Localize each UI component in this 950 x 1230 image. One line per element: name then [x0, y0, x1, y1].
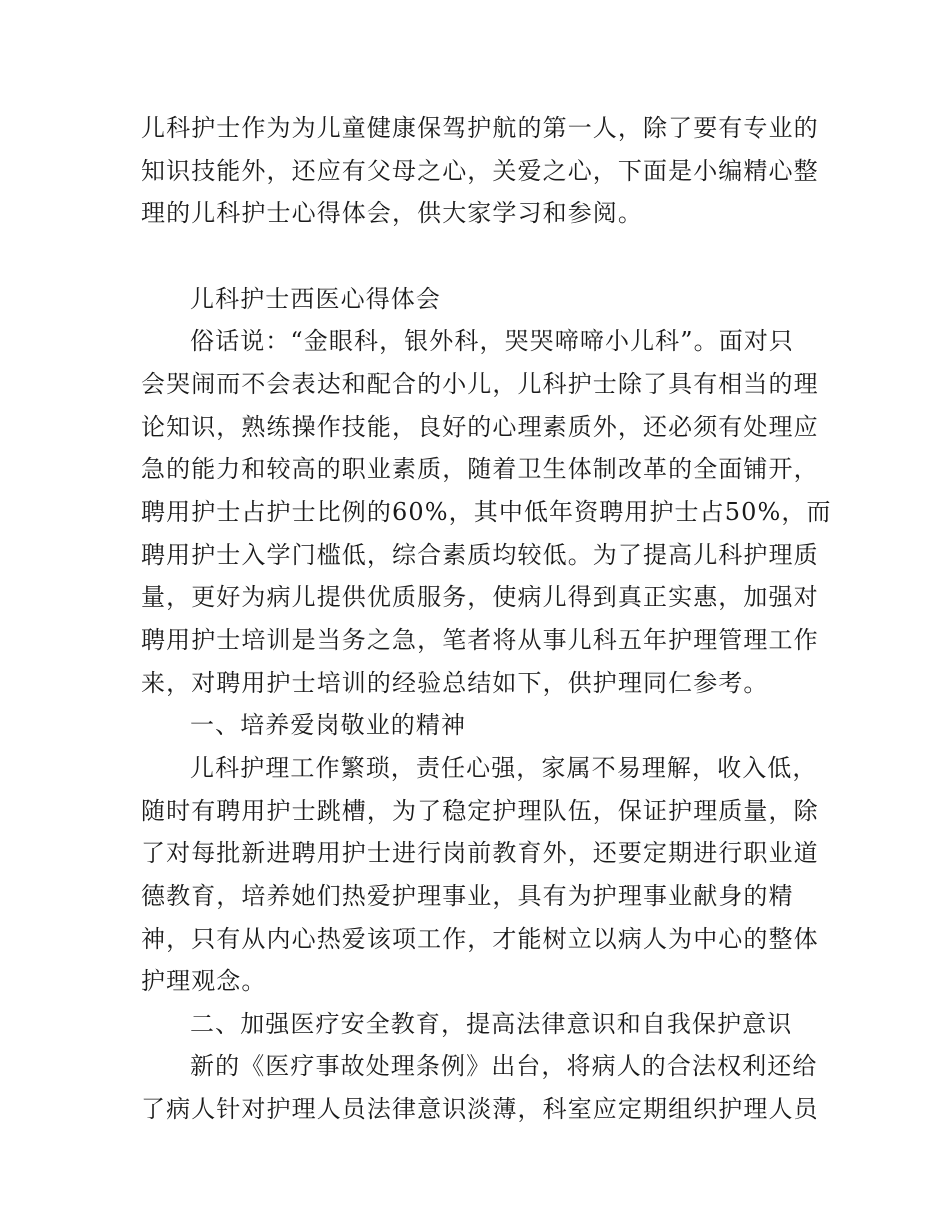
body-line-5: 聘用护士占护士比例的60%，其中低年资聘用护士占50%，而	[141, 498, 832, 526]
para1-line-2: 随时有聘用护士跳槽，为了稳定护理队伍，保证护理质量，除	[141, 797, 819, 825]
body-line-4: 急的能力和较高的职业素质，随着卫生体制改革的全面铺开，	[141, 455, 819, 483]
heading-1: 一、培养爱岗敬业的精神	[190, 711, 467, 739]
body-line-9: 来，对聘用护士培训的经验总结如下，供护理同仁参考。	[141, 669, 769, 697]
body-line-2: 会哭闹而不会表达和配合的小儿，儿科护士除了具有相当的理	[141, 370, 819, 398]
para1-line-4: 德教育，培养她们热爱护理事业，具有为护理事业献身的精	[141, 882, 794, 910]
intro-line-3: 理的儿科护士心得体会，供大家学习和参阅。	[141, 199, 643, 227]
body-line-7: 量，更好为病儿提供优质服务，使病儿得到真正实惠，加强对	[141, 583, 819, 611]
body-line-1: 俗话说：“金眼科，银外科，哭哭啼啼小儿科”。面对只	[190, 327, 795, 355]
heading-2: 二、加强医疗安全教育，提高法律意识和自我保护意识	[190, 1010, 793, 1038]
body-line-8: 聘用护士培训是当务之急，笔者将从事儿科五年护理管理工作	[141, 626, 819, 654]
para2-line-1: 新的《医疗事故处理条例》出台，将病人的合法权利还给	[190, 1052, 818, 1080]
body-line-6: 聘用护士入学门槛低，综合素质均较低。为了提高儿科护理质	[141, 541, 819, 569]
intro-line-1: 儿科护士作为为儿童健康保驾护航的第一人，除了要有专业的	[141, 114, 819, 142]
intro-line-2: 知识技能外，还应有父母之心，关爱之心，下面是小编精心整	[141, 157, 819, 185]
para1-line-3: 了对每批新进聘用护士进行岗前教育外，还要定期进行职业道	[141, 839, 819, 867]
body-line-3: 论知识，熟练操作技能，良好的心理素质外，还必须有处理应	[141, 413, 819, 441]
para2-line-2: 了病人针对护理人员法律意识淡薄，科室应定期组织护理人员	[141, 1095, 819, 1123]
section-title: 儿科护士西医心得体会	[190, 285, 441, 313]
para1-line-5: 神，只有从内心热爱该项工作，才能树立以病人为中心的整体	[141, 925, 819, 953]
para1-line-1: 儿科护理工作繁琐，责任心强，家属不易理解，收入低，	[190, 754, 818, 782]
para1-line-6: 护理观念。	[141, 967, 267, 995]
